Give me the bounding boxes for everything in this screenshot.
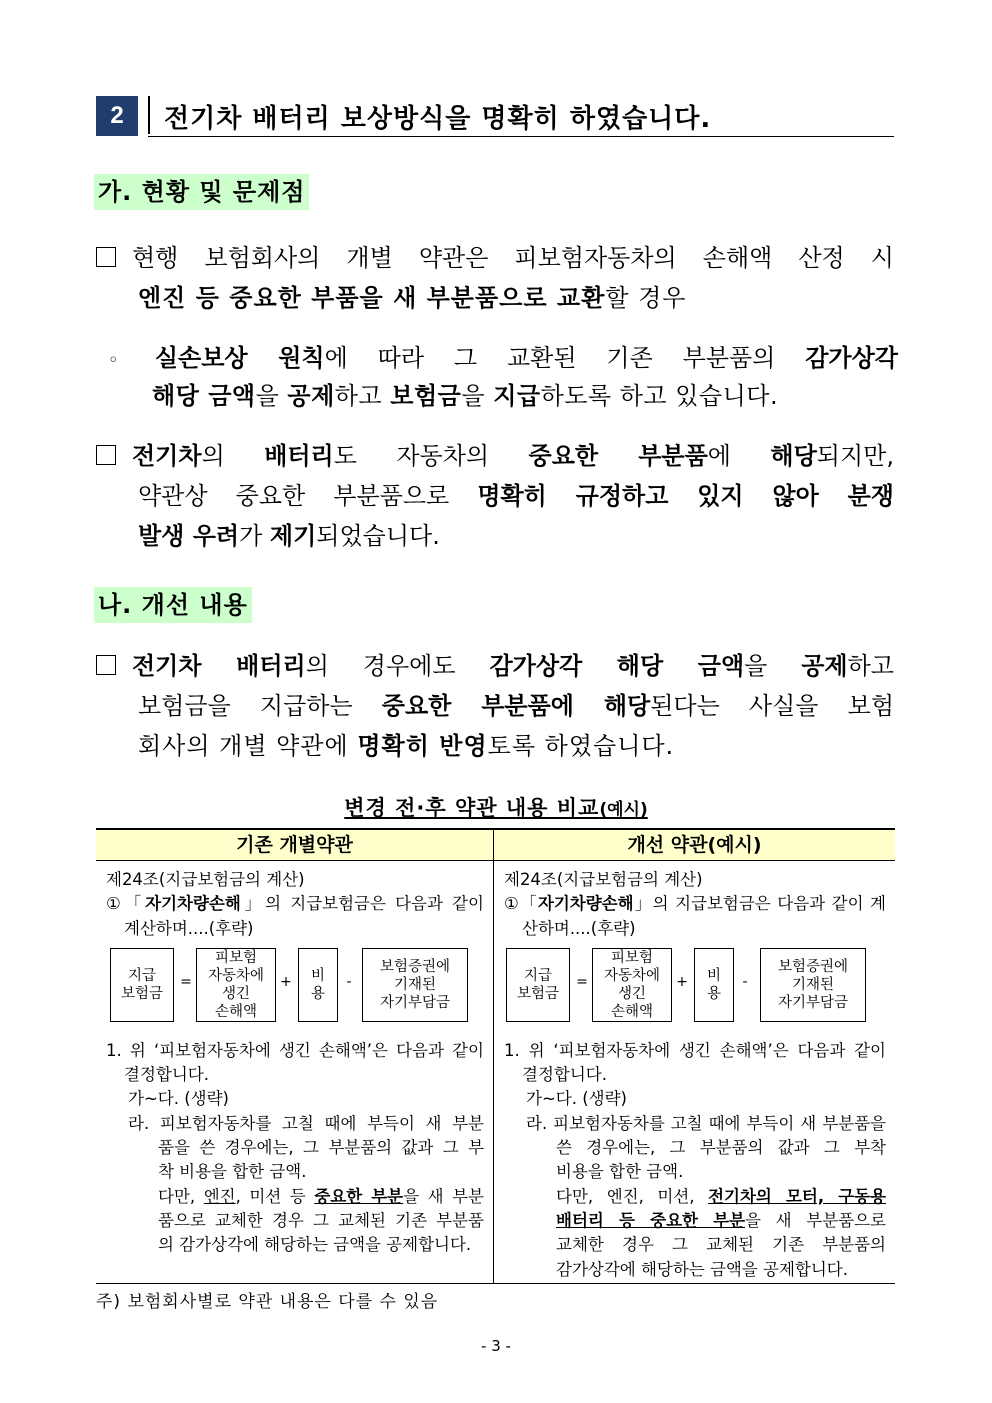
footnote: 주) 보험회사별로 약관 내용은 다를 수 있음 [96,1292,439,1312]
paragraph-line [96,238,894,278]
subsection-heading-improvement: 나. 개선 내용 [94,587,252,623]
paragraph-current-terms-cont [138,278,778,318]
paragraph-current-terms [96,238,894,278]
formula-box-deductible [760,948,866,1022]
emphasis-text: 중요한 부분품 [528,442,708,470]
emphasis-text: 명확히 반영 [357,732,488,760]
clause-line: 품으로 교체한 경우 그 교체된 기존 부분품 [158,1210,484,1230]
clause-line: 가~다. (생략) [526,1089,627,1109]
formula-box-payout [506,948,570,1022]
formula-box-damage [592,948,672,1022]
text-span: 을 [744,652,802,680]
clause-line: 품을 쓴 경우에는, 그 부분품의 값과 그 부 [158,1138,484,1158]
clause-line: 가~다. (생략) [128,1089,229,1109]
article-title: 제24조(지급보험금의 계산) [106,870,305,889]
table-column-divider [493,830,494,1283]
text-span: 도 자동차의 [333,442,529,470]
text-span: 다만, [158,1186,204,1206]
text-span: 하고 [847,652,894,680]
underlined-text: 엔진 [203,1186,236,1206]
formula-text: 피보험 자동차에 생긴 손해액 [603,950,661,1020]
formula-operator: = [180,974,192,990]
emphasis-text: 중요한 부분품에 해당 [381,692,651,720]
formula-text: 지급 보험금 [516,968,560,1002]
emphasis-text: 자기차량손해 [145,894,241,914]
clause-line [106,892,484,916]
clause-line: 결정합니다. [522,1065,607,1085]
text-span: ①「 [504,894,538,914]
table-header-before: 기존 개별약관 [96,830,493,861]
paragraph-actual-loss-cont [152,376,892,416]
caption-suffix: (예시) [599,800,648,820]
section-divider [148,96,150,134]
emphasis-text: 해당 금액 [152,382,256,410]
clause-line [504,1209,886,1233]
clause-line: 비용을 합한 금액. [556,1162,684,1182]
formula-operator: + [280,974,292,990]
emphasis-text: 보험금 [390,382,462,410]
formula-text: 보험증권에 기재된 자기부담금 [379,959,451,1011]
text-span: 가 [239,522,270,550]
formula-operator: - [742,974,748,990]
clause-line: 결정합니다. [124,1065,209,1085]
text-span: 된다는 사실을 보험 [650,692,895,720]
emphasis-text: 엔진 등 중요한 부품을 새 부분품으로 교환 [138,284,606,312]
paragraph-improvement-cont [138,686,894,766]
paragraph-line [152,376,892,416]
text-span: 을 [461,382,494,410]
formula-box-payout [110,948,174,1022]
text-span: 보험금을 지급하는 [138,692,382,720]
paragraph-actual-loss [108,338,898,381]
checkbox-square-icon [96,247,116,267]
section-header [96,94,894,138]
clause-line: 계산하며....(후략) [124,918,254,938]
text-span: 에 [707,442,771,470]
clause-line: 산하며....(후략) [522,918,636,938]
clause-line: 1. 위 ‘피보험자동차에 생긴 손해액’은 다음과 같이 [106,1040,484,1060]
emphasis-text: 배터리 [264,442,334,470]
text-span: 하고 [334,382,391,410]
emphasis-text: 자기차량손해 [537,894,634,914]
comparison-table [96,828,895,1284]
emphasis-text: 실손보상 원칙 [154,344,325,372]
paragraph-ev-battery-issue-cont [138,476,894,556]
text-span: 을 새 부분품으로 [745,1210,886,1230]
section-number-badge: 2 [96,96,138,136]
formula-box-deductible [362,948,468,1022]
clause-line [106,1185,484,1209]
checkbox-square-icon [96,445,116,465]
text-span: , 미션 등 [235,1186,315,1206]
emphasis-text: 공제 [801,652,848,680]
formula-operator: + [676,974,688,990]
checkbox-square-icon [96,655,116,675]
text-span: 」의 지급보험금은 다음과 같이 계 [633,894,886,914]
clause-line: 라. 피보험자동차를 고칠 때에 부득이 새 부분품을 [526,1113,886,1133]
emphasis-text: 감가상각 [805,344,898,372]
text-span: 의 경우에도 [305,652,490,680]
page-number: - 3 - [481,1337,511,1355]
emphasis-text: 전기차 배터리 [132,652,306,680]
paragraph-line [138,476,894,516]
clause-line: 감가상각에 해당하는 금액을 공제합니다. [556,1259,848,1279]
clause-line [504,1185,886,1209]
formula-before [110,948,482,1022]
formula-box-cost [298,948,338,1022]
table-cell-before [106,868,484,1258]
emphasis-text: 배터리 등 중요한 부분 [556,1210,746,1230]
text-span: 현행 보험회사의 개별 약관은 피보험자동차의 손해액 산정 시 [132,244,894,272]
table-header-after: 개선 약관(예시) [494,830,895,861]
paragraph-line [96,646,894,686]
paragraph-ev-battery-issue [96,436,894,476]
formula-after [506,948,878,1022]
table-cell-after [504,868,886,1282]
emphasis-text: 전기차의 모터, 구동용 [708,1186,886,1206]
emphasis-text: 해당 [770,442,817,470]
emphasis-text: 명확히 규정하고 있지 않아 분쟁 [477,482,894,510]
text-span: 회사의 개별 약관에 [138,732,358,760]
section-title: 전기차 배터리 보상방식을 명확히 하였습니다. [164,104,712,134]
text-span: 되었습니다. [316,522,440,550]
text-span: 에 따라 그 교환된 기존 부분품의 [324,344,806,372]
clause-line: 교체한 경우 그 교체된 기존 부분품의 [556,1235,886,1255]
formula-box-cost [694,948,734,1022]
emphasis-text: 중요한 부분 [314,1186,404,1206]
formula-text: 보험증권에 기재된 자기부담금 [777,959,849,1011]
text-span: 하도록 하고 있습니다. [540,382,779,410]
clause-line: 라. 피보험자동차를 고칠 때에 부득이 새 부분 [128,1113,484,1133]
text-span: 을 [255,382,288,410]
formula-text: 피보험 자동차에 생긴 손해액 [207,950,265,1020]
formula-operator: = [576,974,588,990]
text-span: 토록 하였습니다. [487,732,675,760]
text-span: 할 경우 [605,284,687,312]
subsection-heading-status: 가. 현황 및 문제점 [94,174,309,210]
formula-text: 지급 보험금 [120,968,164,1002]
formula-text: 비 용 [310,968,325,1002]
clause-line: 착 비용을 합한 금액. [158,1162,307,1182]
paragraph-line [138,278,778,318]
article-title: 제24조(지급보험금의 계산) [504,870,703,889]
text-span: 되지만, [816,442,894,470]
clause-line [504,892,886,916]
clause-line: 1. 위 ‘피보험자동차에 생긴 손해액’은 다음과 같이 [504,1040,886,1060]
paragraph-improvement [96,646,894,686]
text-span: 의 [201,442,265,470]
emphasis-text: 발생 우려 [138,522,240,550]
paragraph-line [108,338,898,381]
text-span: 약관상 중요한 부분품으로 [138,482,478,510]
emphasis-text: 공제 [287,382,335,410]
clause-line: 쓴 경우에는, 그 부분품의 값과 그 부착 [556,1138,886,1158]
formula-text: 비 용 [706,968,721,1002]
paragraph-line [138,726,894,766]
section-underline [148,136,894,137]
emphasis-text: 감가상각 해당 금액 [489,652,745,680]
bullet-icon: ◦ [108,350,141,371]
text-span: ①「 [106,894,146,914]
paragraph-line [138,686,894,726]
paragraph-line [96,436,894,476]
text-span: 을 새 부분 [403,1186,484,1206]
clause-line: 의 감가상각에 해당하는 금액을 공제합니다. [158,1235,472,1255]
paragraph-line [138,516,894,556]
table-caption [0,792,992,822]
formula-box-damage [196,948,276,1022]
text-span: 다만, 엔진, 미션, [556,1186,709,1206]
text-span: 」의 지급보험금은 다음과 같이 [240,894,484,914]
emphasis-text: 제기 [269,522,317,550]
emphasis-text: 지급 [493,382,541,410]
caption-text: 변경 전·후 약관 내용 비교 [344,796,600,820]
emphasis-text: 전기차 [132,442,202,470]
formula-operator: - [346,974,352,990]
